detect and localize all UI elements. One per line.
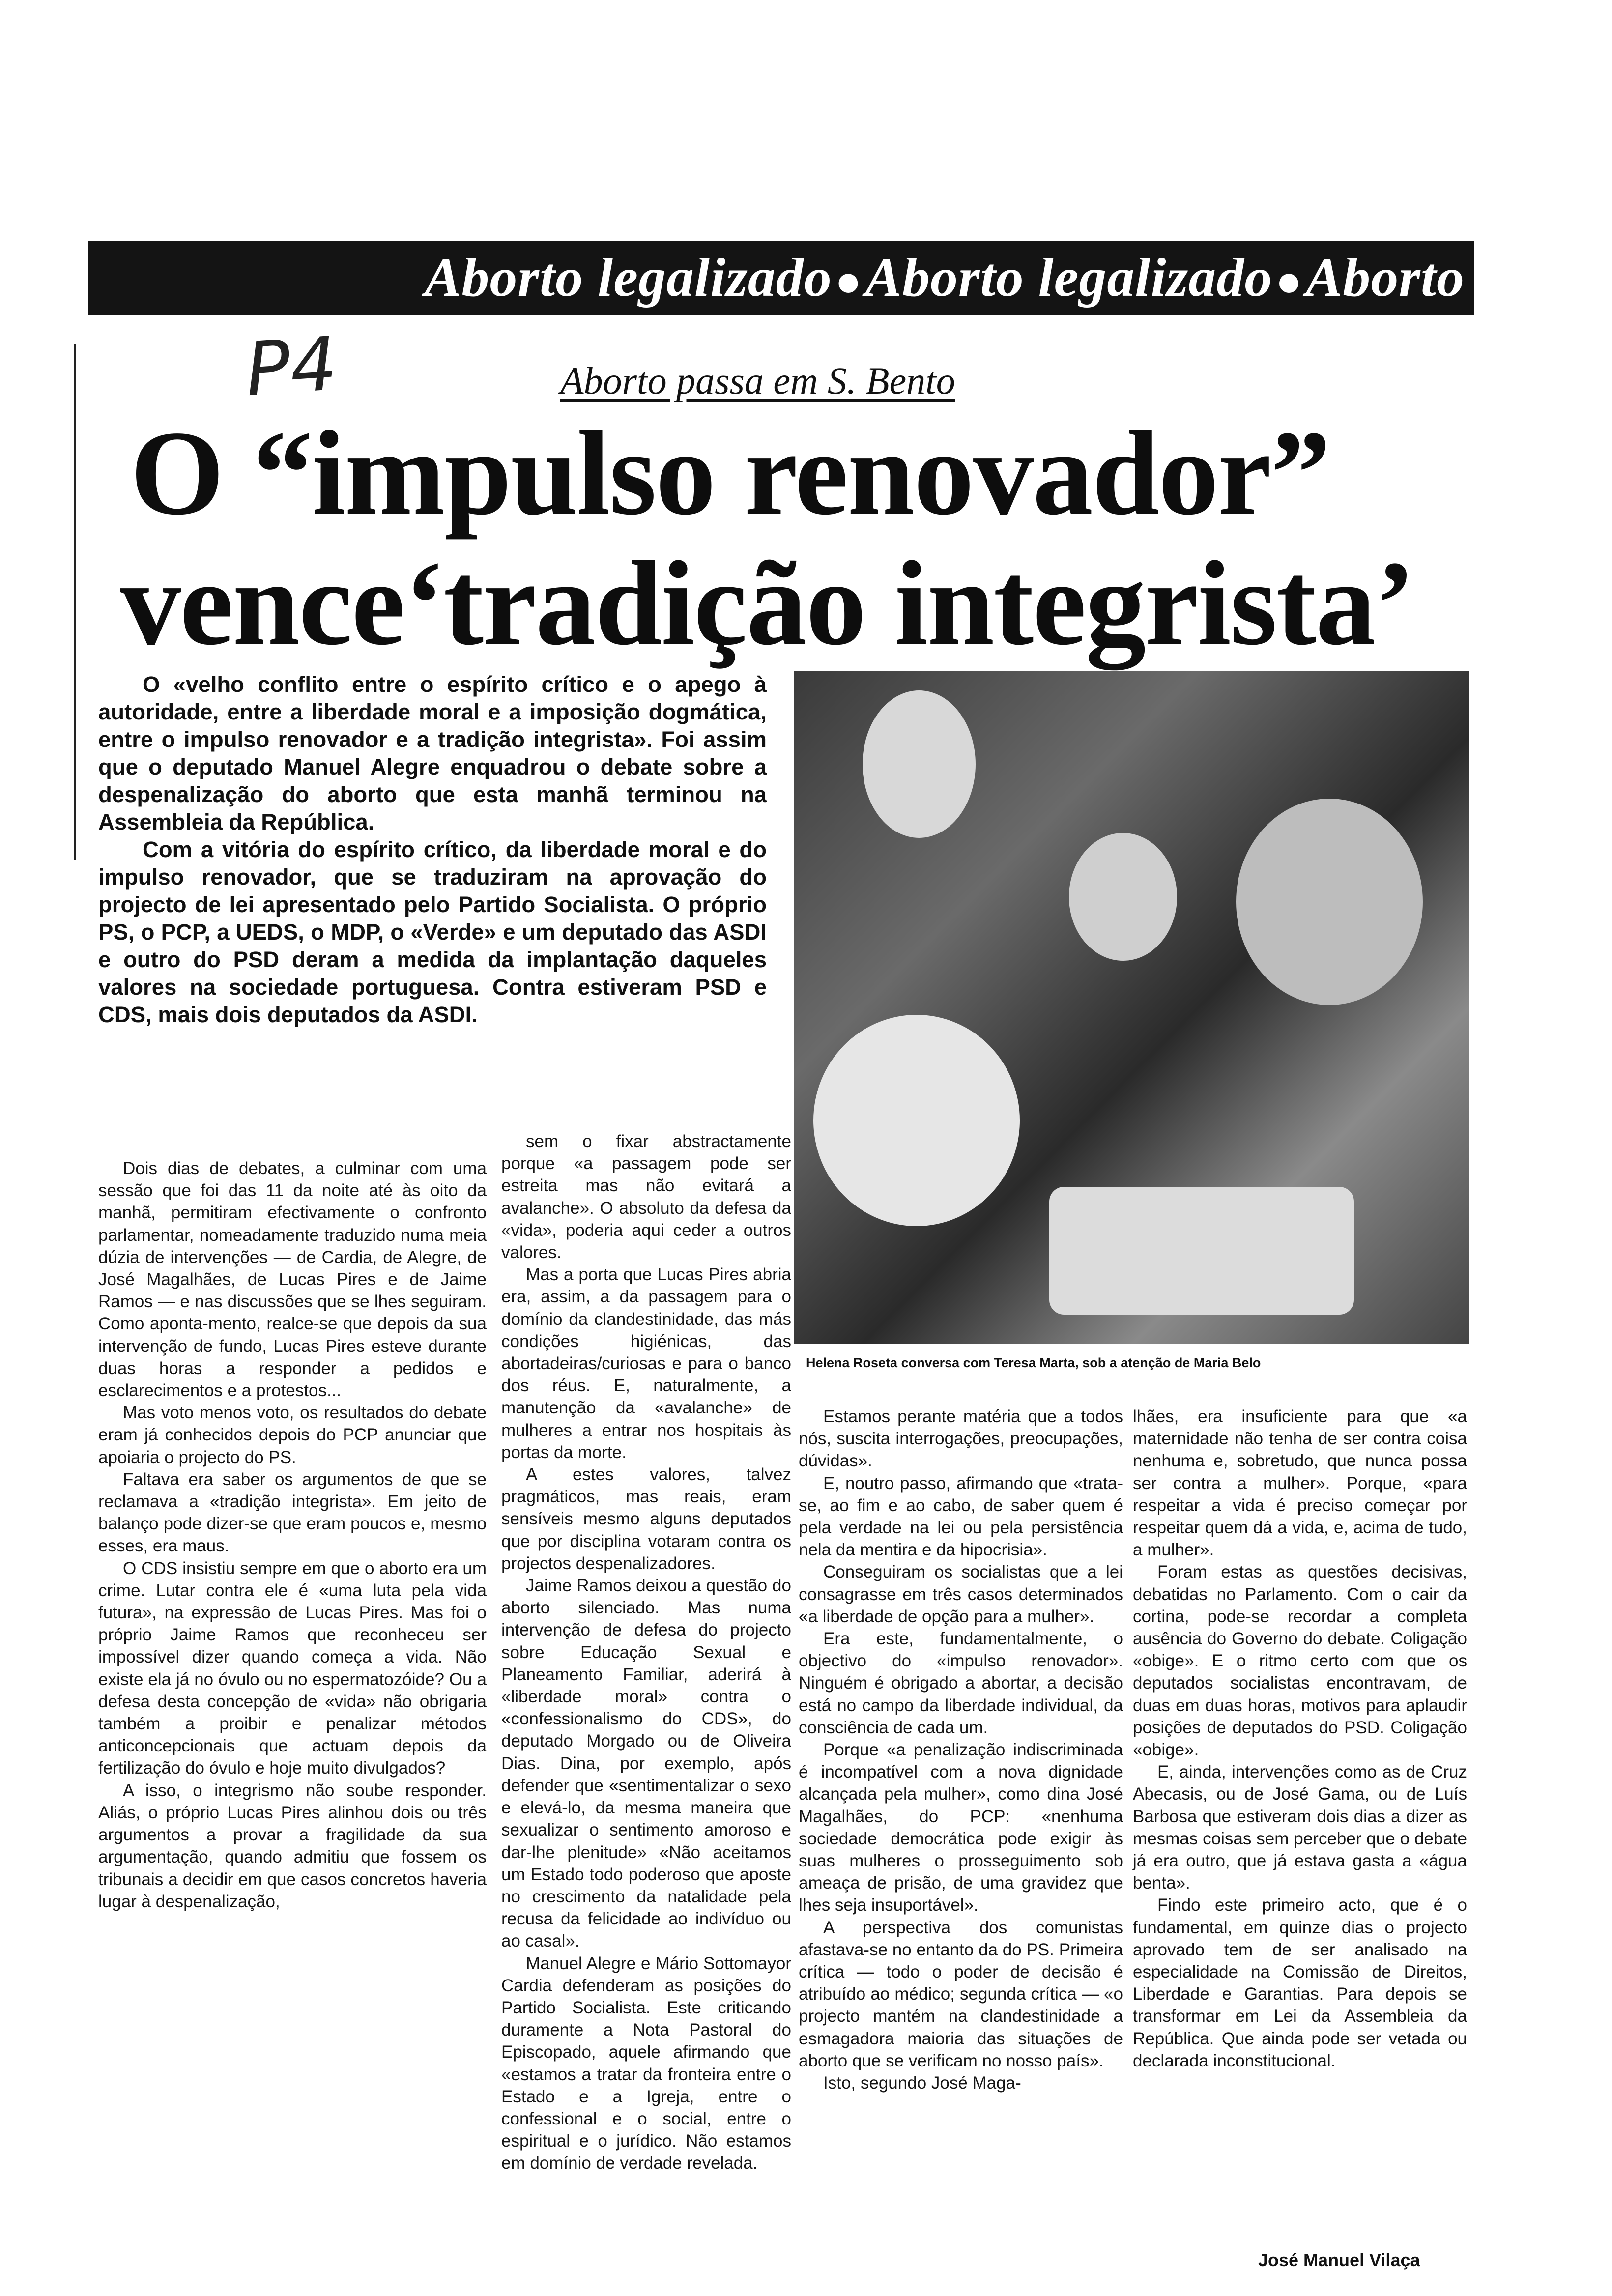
body-paragraph: Era este, fundamentalmente, o objectivo do «impulso renovador». Ninguém é obrigado a abortar, a decisão está no campo da liberdade individual, da consciência de cada um. xyxy=(799,1629,1123,1737)
body-paragraph: Findo este primeiro acto, que é o fundamental, em quinze dias o projecto aprovado tem de ser analisado na especialidade na Comissão de Direitos, Liberdade e Garantias. Para depois se transformar em Lei da Assembleia da República. Que ainda pode ser vetada ou declarada inconstitucional. xyxy=(1133,1895,1467,2070)
body-paragraph: Mas voto menos voto, os resultados do debate eram já conhecidos depois do PCP anunciar que apoiaria o projecto do PS. xyxy=(98,1403,487,1467)
body-paragraph: Mas a porta que Lucas Pires abria era, assim, a da passagem para o domínio da clandestinidade, das más condições higiénicas, das abortadeiras/curiosas e para o banco dos réus. E, naturalmente, a manutenção da «avalanche» de mulheres a entrar nos hospitais às portas da morte. xyxy=(501,1265,791,1462)
headline-line-1: O “impulso renovador” xyxy=(130,406,1330,540)
lead-paragraph: O «velho conflito entre o espírito crítico e o apego à autoridade, entre a liberdade moral e a imposição dogmática, entre o impulso renovador e a tradição integrista». Foi assim que o deputado Manuel Alegre enquadrou o debate sobre a despenalização do aborto que esta manhã terminou na Assembleia da República. xyxy=(98,672,767,834)
banner-text-a: Aborto legalizado xyxy=(424,247,832,308)
photo-table-shape xyxy=(1049,1187,1354,1315)
body-paragraph: E, noutro passo, afirmando que «trata-se, ao fim e ao cabo, de saber quem é pela verdade na lei ou pela persistência nela da mentira e da hipocrisia». xyxy=(799,1473,1123,1560)
body-paragraph: Conseguiram os socialistas que a lei consagrasse em três casos determinados «a liberdade de opção para a mulher». xyxy=(799,1562,1123,1626)
body-paragraph: E, ainda, intervenções como as de Cruz Abecasis, ou de José Gama, ou de Luís Barbosa que estiveram dois dias a dizer as mesmas coisas sem perceber que o debate já era outro, que já estava gasta a «água benta». xyxy=(1133,1762,1467,1893)
body-paragraph: Manuel Alegre e Mário Sottomayor Cardia defenderam as posições do Partido Socialista. Este criticando duramente a Nota Pastoral do Episcopado, aquele afirmando que «estamos a tratar da fronteira entre o Estado e a Igreja, entre o confessional e o social, entre o espiritual e o jurídico. Não estamos em domínio de verdade revelada. xyxy=(501,1953,791,2173)
body-paragraph: Estamos perante matéria que a todos nós, suscita interrogações, preocupações, dúvidas». xyxy=(799,1407,1123,1471)
article-column-4 xyxy=(1133,1406,1467,2072)
body-paragraph: Dois dias de debates, a culminar com uma sessão que foi das 11 da noite até às oito da manhã, permitiram efectivamente o confronto parlamentar, nomeadamente traduzido numa meia dúzia de intervenções — de Cardia, de Alegre, de José Magalhães, de Lucas Pires e de Jaime Ramos — e nas discussões que se lhes seguiram. Como aponta-mento, realce-se que depois da sua intervenção de fundo, Lucas Pires esteve durante duas horas a responder a pedidos e esclarecimentos e a protestos... xyxy=(98,1159,487,1401)
body-paragraph: A estes valores, talvez pragmáticos, mas reais, eram sensíveis mesmo alguns deputados que por disciplina votaram contra os projectos despenalizadores. xyxy=(501,1465,791,1573)
news-photo xyxy=(794,671,1469,1344)
handwritten-annotation: P4 xyxy=(243,321,340,413)
photo-figure-shape xyxy=(863,690,976,838)
body-paragraph: Foram estas as questões decisivas, debatidas no Parlamento. Com o cair da cortina, pode-se recordar a completa ausência do Governo do debate. Coligação «obige». E o ritmo certo com que os deputados socialistas encontravam, de duas em duas horas, motivos para aplaudir posições de deputados do PSD. Coligação «obige». xyxy=(1133,1562,1467,1760)
banner-text-b: Aborto legalizado xyxy=(865,247,1273,308)
photo-figure-shape xyxy=(1236,799,1423,1005)
article-column-1 xyxy=(98,1157,487,1913)
article-column-3 xyxy=(799,1406,1123,2094)
banner-text-c: Aborto xyxy=(1305,247,1465,308)
lead-paragraphs xyxy=(98,671,767,1029)
body-paragraph: Isto, segundo José Maga- xyxy=(823,2073,1021,2093)
byline: José Manuel Vilaça xyxy=(1258,2250,1420,2270)
body-paragraph: A isso, o integrismo não soube responder. Aliás, o próprio Lucas Pires alinhou dois ou três argumentos a provar a fragilidade da sua argumentação, quando admitiu que fossem os tribunais a decidir em que casos concretos haveria lugar à despenalização, xyxy=(98,1780,487,1911)
body-paragraph: Jaime Ramos deixou a questão do aborto silenciado. Mas numa intervenção de defesa do projecto sobre Educação Sexual e Planeamento Familiar, aderirá à «liberdade moral» contra o «confessionalismo do CDS», do deputado Morgado ou de Oliveira Dias. Dina, por exemplo, após defender que «sentimentalizar o sexo e elevá-lo, da mesma maneira que sexualizar o sentimento amoroso e dar-lhe plenitude» «Não aceitamos um Estado todo poderoso que aposte no crescimento da natalidade pela recusa da felicidade ao indivíduo ou ao casal». xyxy=(501,1576,791,1951)
kicker: Aborto passa em S. Bento xyxy=(560,359,955,402)
body-paragraph: sem o fixar abstractamente porque «a passagem pode ser estreita mas não evitará a avalanche». O absoluto da defesa da «vida», poderia aqui ceder a outros valores. xyxy=(501,1132,791,1263)
section-banner xyxy=(88,241,1474,315)
article-column-2 xyxy=(501,1130,791,2175)
headline-line-2: vence‘tradição integrista’ xyxy=(120,537,1414,670)
photo-figure-shape xyxy=(813,1015,1020,1226)
body-paragraph: Porque «a penalização indiscriminada é incompatível com a nova dignidade alcançada pela mulher», como dina José Magalhães, do PCP: «nenhuma sociedade democrática pode exigir às suas mulheres o prosseguimento sob ameaça de prisão, de uma gravidez que lhes seja insuportável». xyxy=(799,1740,1123,1915)
left-column-rule xyxy=(74,344,76,860)
photo-caption: Helena Roseta conversa com Teresa Marta, sob a atenção de Maria Belo xyxy=(806,1355,1261,1370)
body-paragraph: O CDS insistiu sempre em que o aborto era um crime. Lutar contra ele é «uma luta pela vida futura», na expressão de Lucas Pires. Mas foi o próprio Jaime Ramos que reconheceu ser impossível dizer quando começa a vida. Não existe ela já no óvulo ou no espermatozóide? Ou a defesa desta concepção de «vida» não obrigaria também a proibir e penalizar métodos anticoncepcionais que actuam depois da fertilização do óvulo e hoje muito divulgados? xyxy=(98,1558,487,1778)
banner-separator-1: ● xyxy=(835,257,863,306)
body-paragraph: Faltava era saber os argumentos de que se reclamava a «tradição integrista». Em jeito de balanço pode dizer-se que eram poucos e, mesmo esses, era maus. xyxy=(98,1469,487,1556)
body-paragraph: lhães, era insuficiente para que «a maternidade não tenha de ser contra coisa nenhuma e, sobretudo, que nunca possa ser contra a mulher». Porque, «para respeitar a vida é preciso começar por respeitar quem dá a vida, e, acima de tudo, a mulher». xyxy=(1133,1407,1467,1560)
body-paragraph: A perspectiva dos comunistas afastava-se no entanto da do PS. Primeira crítica — todo o poder de decisão é atribuído ao médico; segunda crítica — «o projecto mantém na clandestinidade a esmagadora maioria das situações de aborto que se verificam no nosso país». xyxy=(799,1918,1123,2070)
photo-figure-shape xyxy=(1069,833,1177,961)
lead-paragraph: Com a vitória do espírito crítico, da liberdade moral e do impulso renovador, que se traduziram na aprovação do projecto de lei apresentado pelo Partido Socialista. O próprio PS, o PCP, a UEDS, o MDP, o «Verde» e um deputado das ASDI e outro do PSD deram a medida da implantação daqueles valores na sociedade portuguesa. Contra estiveram PSD e CDS, mais dois deputados da ASDI. xyxy=(98,837,767,1027)
banner-separator-2: ● xyxy=(1275,257,1303,306)
